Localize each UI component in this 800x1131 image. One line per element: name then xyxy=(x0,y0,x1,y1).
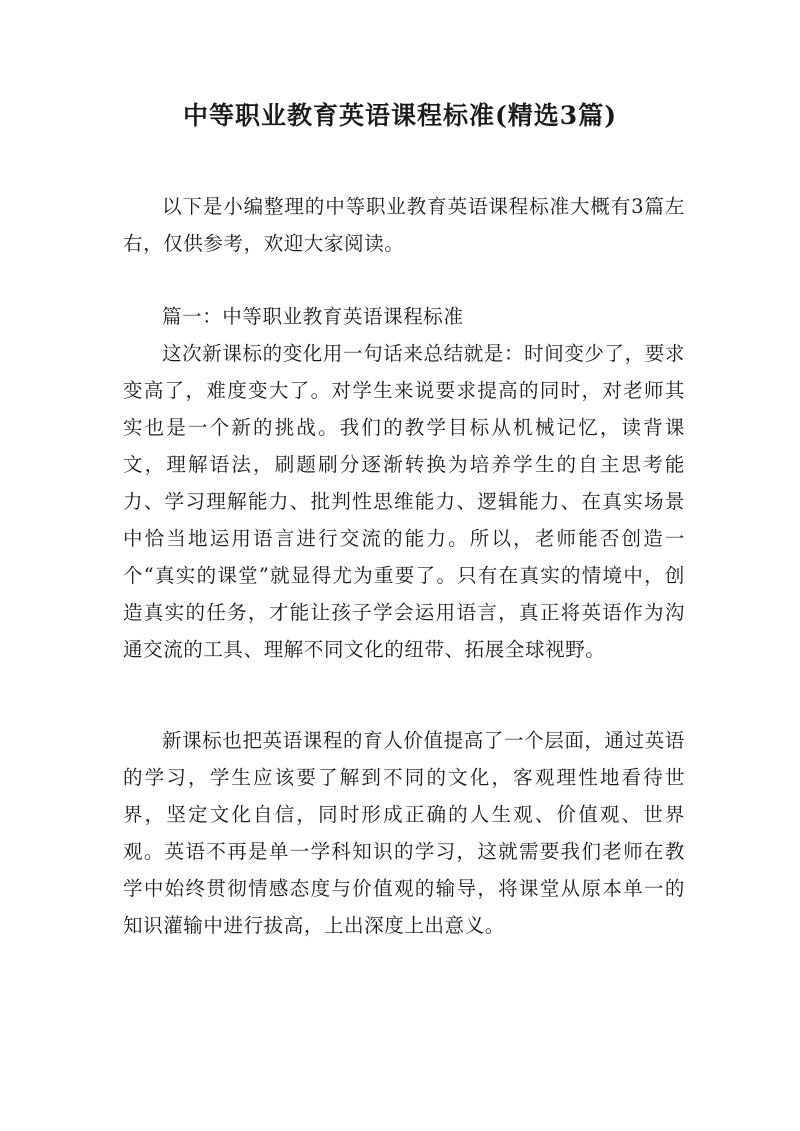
section-heading: 篇一：中等职业教育英语课程标准 xyxy=(162,305,464,328)
body-paragraph-1: 这次新课标的变化用一句话来总结就是：时间变少了，要求变高了，难度变大了。对学生来说要求提高的同时，对老师其实也是一个新的挑战。我们的教学目标从机械记忆，读背课文，理解语法，刷题刷分逐渐转换为培养学生的自主思考能力、学习理解能力、批判性思维能力、逻辑能力、在真实场景中恰当地运用语言进行交流的能力。所以，老师能否创造一个“真实的课堂”就显得尤为重要了。只有在真实的情境中，创造真实的任务，才能让孩子学会运用语言，真正将英语作为沟通交流的工具、理解不同文化的纽带、拓展全球视野。 xyxy=(123,342,685,661)
body-paragraph-2: 新课标也把英语课程的育人价值提高了一个层面，通过英语的学习，学生应该要了解到不同的文化，客观理性地看待世界，坚定文化自信，同时形成正确的人生观、价值观、世界观。英语不再是单一学科知识的学习，这就需要我们老师在教学中始终贯彻情感态度与价值观的输导，将课堂从原本单一的知识灌输中进行拔高，上出深度上出意义。 xyxy=(123,729,685,937)
paragraph-block-2 xyxy=(123,722,685,944)
intro-paragraph: 以下是小编整理的中等职业教育英语课程标准大概有3篇左右，仅供参考，欢迎大家阅读。 xyxy=(123,195,685,255)
document-title: 中等职业教育英语课程标准(精选3篇) xyxy=(182,101,618,130)
intro-block xyxy=(123,188,685,262)
paragraph-block-1 xyxy=(123,335,685,668)
section-heading-block xyxy=(123,298,685,335)
